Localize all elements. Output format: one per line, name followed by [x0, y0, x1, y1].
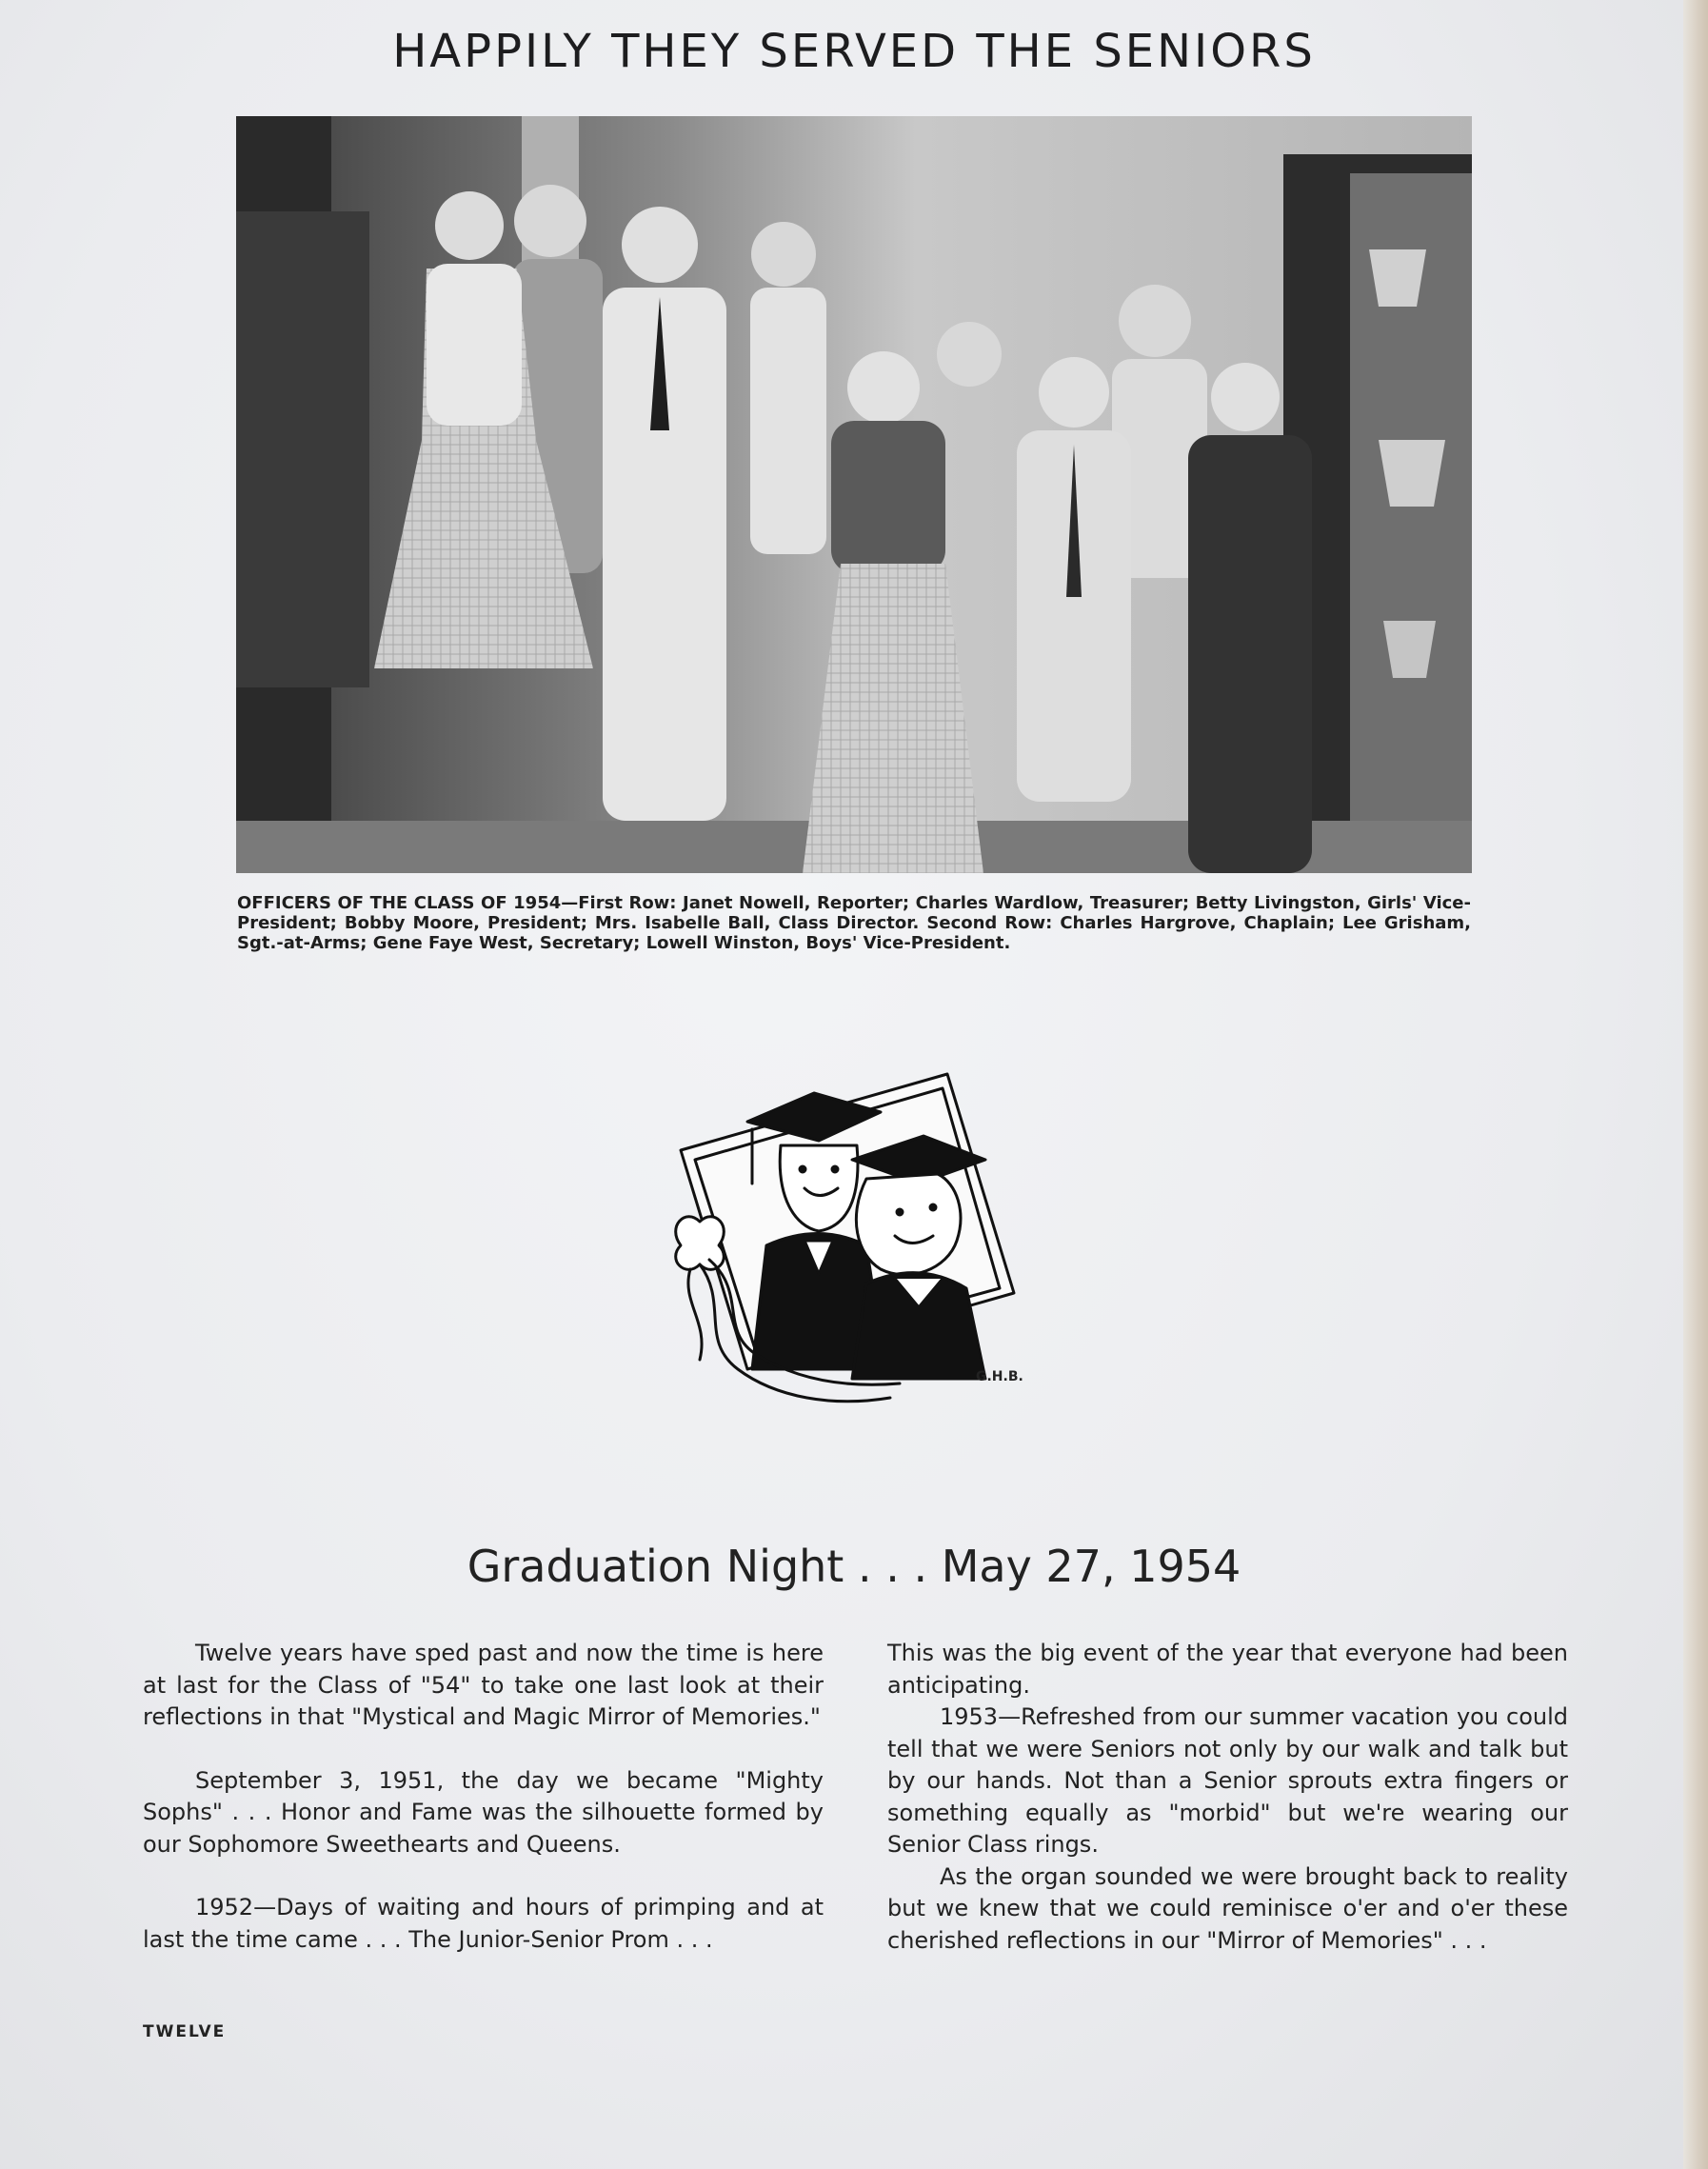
illustrator-signature: G.H.B. — [976, 1369, 1023, 1384]
article-paragraph: 1953—Refreshed from our summer vacation you could tell that we were Seniors not only by our walk and talk but by our hands. Not than a Senior sprouts extra fingers or something equally as "morbid" but we're wearing our Senior Class rings. — [887, 1703, 1568, 1858]
graduates-illustration — [662, 1055, 1052, 1441]
article-column-right — [887, 1638, 1568, 1957]
article-paragraph: September 3, 1951, the day we became "Mighty Sophs" . . . Honor and Fame was the silhouette formed by our Sophomore Sweethearts and Queens. — [143, 1766, 824, 1858]
photo-caption: OFFICERS OF THE CLASS OF 1954—First Row: Janet Nowell, Reporter; Charles Wardlow, Treasurer; Betty Livingston, Girls' Vice-President; Bobby Moore, President; Mrs. Isabelle Ball, Class Director. Second Row: Charles Hargrove, Chaplain; Lee Grisham, Sgt.-at-Arms; Gene Faye West, Secretary; Lowell Winston, Boys' Vice-President. — [237, 893, 1471, 953]
page-title: HAPPILY THEY SERVED THE SENIORS — [392, 25, 1316, 78]
page-number: TWELVE — [143, 2022, 227, 2041]
page-edge — [1683, 0, 1708, 2169]
article-paragraph: Twelve years have sped past and now the time is here at last for the Class of "54" to take one last look at their reflections in that "Mystical and Magic Mirror of Memories." — [143, 1640, 824, 1730]
article-paragraph: As the organ sounded we were brought back to reality but we knew that we could reminisce o'er and o'er these cherished reflections in our "Mirror of Memories" . . . — [887, 1862, 1568, 1954]
article-paragraph: This was the big event of the year that everyone had been anticipating. — [887, 1640, 1568, 1699]
article-column-left — [143, 1638, 824, 1956]
article-paragraph: 1952—Days of waiting and hours of primping and at last the time came . . . The Junior-Senior Prom . . . — [143, 1894, 824, 1953]
class-officers-photo — [236, 116, 1472, 873]
article-heading: Graduation Night . . . May 27, 1954 — [467, 1541, 1241, 1592]
